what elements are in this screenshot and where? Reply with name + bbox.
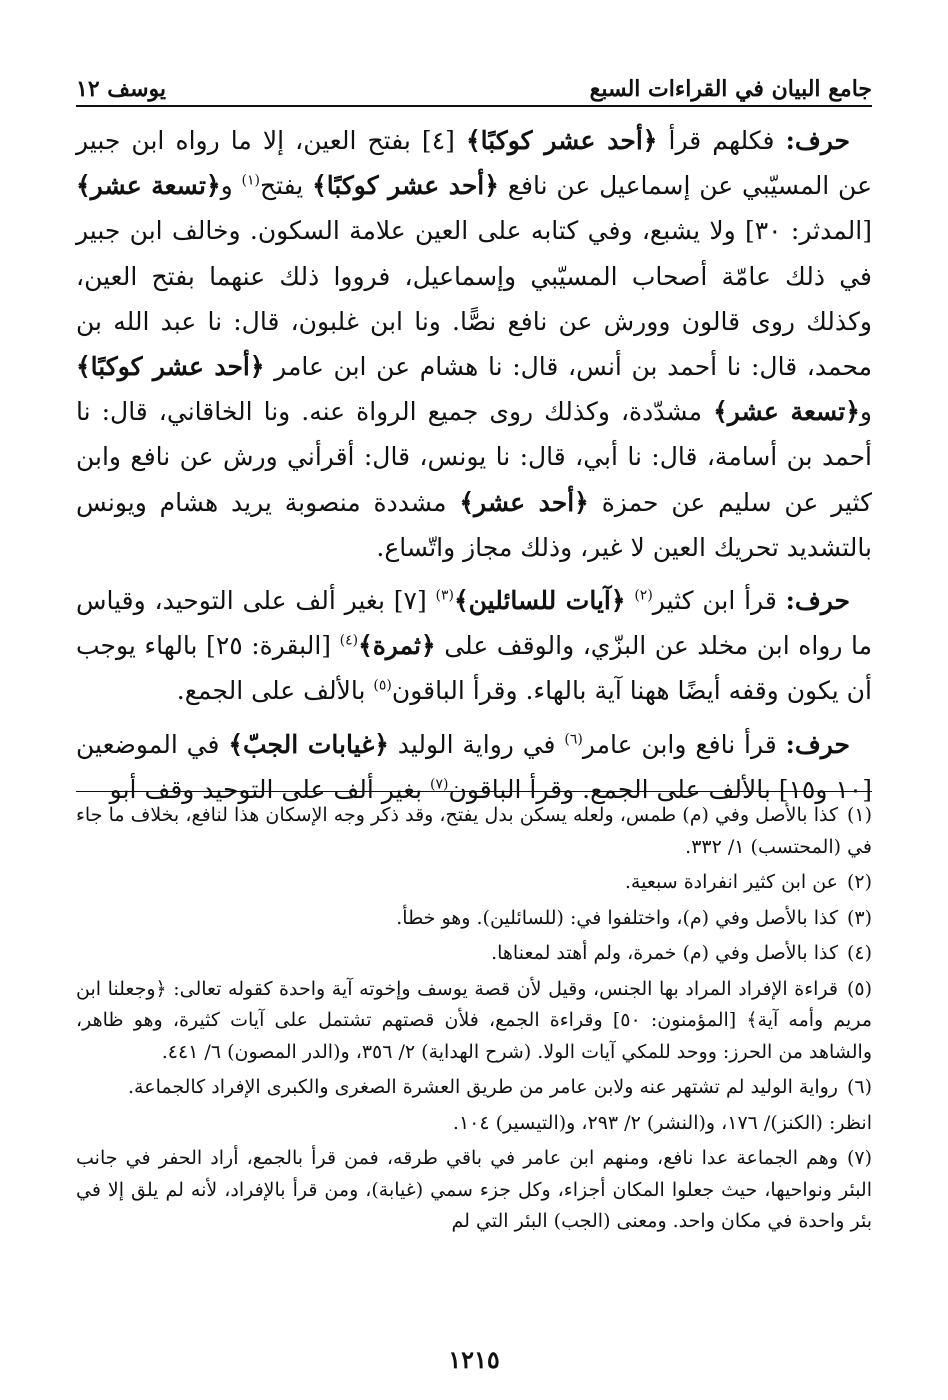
text-run: في رواية الوليد (388, 729, 565, 759)
footnote-text: كذا بالأصل وفي (م) طمس، ولعله يسكن بدل يفتح، وقد ذكر وجه الإسكان هذا لنافع، بخلاف ما جاء في (المحتسب) ١/ ٣٣٢. (76, 804, 872, 858)
text-run: [٧] بغير ألف على التوحيد، وقياس ما رواه ابن مخلد عن البزّي، والوقف على (76, 586, 872, 661)
footnote-ref: (٦) (564, 731, 583, 748)
footnote-ref: (٧) (430, 776, 449, 793)
footnote-number: (٣) (846, 906, 872, 929)
text-run: [المدثر: ٣٠] ولا يشبع، وفي كتابه على العين علامة السكون. وخالف ابن جبير في ذلك عامّة أصحاب المسيّبي وإسماعيل، فرووا ذلك عنهما بفتح العين، وكذلك روى قالون وورش عن نافع نصًّا. ونا ابن غلبون، قال: نا عبد الله بن محمد، قال: نا أحمد بن أنس، قال: نا هشام عن ابن عامر (76, 216, 872, 382)
text-run: قرأ نافع وابن عامر (582, 729, 786, 759)
quran-word: ﴿أحد عشر﴾ (459, 487, 589, 517)
footnote-text: عن ابن كثير انفرادة سبعية. (624, 871, 838, 893)
text-run: بالألف على الجمع. (176, 676, 374, 706)
quran-word: ﴿أحد عشر كوكبًا﴾ (76, 352, 265, 382)
page-number: ١٢١٥ (448, 1345, 500, 1374)
footnote-number: (٢) (846, 871, 872, 893)
footnote-text: كذا بالأصل وفي (م)، واختلفوا في: (للسائلين). وهو خطأ. (396, 906, 838, 929)
footnote (76, 1143, 872, 1238)
quran-word: ﴿آيات للسائلين﴾ (453, 586, 626, 616)
footnote-ref: (١) (241, 172, 260, 189)
footnote (76, 1108, 872, 1140)
paragraph-lead: حرف: (785, 126, 851, 155)
footnote-number: (٤) (846, 942, 872, 964)
footnote (76, 1072, 872, 1104)
text-run: [٤] بفتح العين، إلا ما رواه ابن جبير عن المسيّبي عن إسماعيل عن نافع (76, 126, 873, 201)
running-header (76, 60, 872, 102)
book-title: جامع البيان في القراءات السبع (589, 76, 872, 102)
quran-word: ﴿ثمرة﴾ (358, 631, 436, 661)
footnote-text: انظر: (الكنز)/ ١٧٦، و(النشر) ٢/ ٢٩٣، و(التيسير) ١٠٤. (452, 1111, 872, 1134)
quran-word: ﴿أحد عشر كوكبًا﴾ (465, 126, 658, 155)
footnote-text: وهم الجماعة عدا نافع، ومنهم ابن عامر في باقي طرقه، فمن قرأ بالجمع، أراد الحفر في جانب البئر ونواحيها، حيث جعلوا المكان أجزاء، وكل جزء سمي (غيابة)، ومن قرأ بالإفراد، لأنه لم يلق إلا في بئر واحدة في مكان واحد. ومعنى (الجب) البئر التي لم (76, 1147, 873, 1232)
footnotes (76, 800, 872, 1242)
text-run: قرأ ابن كثير (652, 586, 786, 616)
footnote-ref: (٤) (339, 632, 359, 649)
surah-label: يوسف ١٢ (76, 76, 166, 102)
footnote-number: (٥) (846, 977, 872, 1000)
text-run: مشددة منصوبة يريد هشام ويونس بالتشديد تحريك العين لا غير، وذلك مجاز واتّساع. (76, 487, 872, 562)
footnote-text: رواية الوليد لم تشتهر عنه ولابن عامر من طريق العشرة الصغرى والكبرى الإفراد كالجماعة. (128, 1076, 838, 1098)
paragraph (76, 118, 872, 570)
footnote (76, 974, 872, 1069)
text-run (626, 586, 635, 615)
paragraph-lead: حرف: (785, 586, 851, 616)
main-text (76, 118, 872, 820)
quran-word: ﴿تسعة عشر﴾ (713, 397, 860, 427)
text-run: مشدّدة، وكذلك روى جميع الرواة عنه. ونا الخاقاني، قال: نا أحمد بن أسامة، قال: نا أبي، قال: نا يونس، قال: أقرأني ورش عن نافع وابن كثير عن سليم عن حمزة (76, 397, 872, 517)
footnote (76, 867, 872, 899)
text-run: يفتح (259, 171, 313, 201)
footnote-ref: (٢) (634, 587, 653, 604)
footnote-text: كذا بالأصل وفي (م) خمرة، ولم أهتد لمعناها. (491, 942, 838, 964)
text-run: و (220, 171, 242, 201)
quran-word: ﴿تسعة عشر﴾ (76, 171, 221, 201)
footnote-text: قراءة الإفراد المراد بها الجنس، وقيل لأن قصة يوسف وإخوته آية واحدة كقوله تعالى: ﴿وجعلنا ابن مريم وأمه آية﴾ [المؤمنون: ٥٠] وقراءة الجمع، فلأن قصتهم تشتمل على آيات كثيرة، وهو ظاهر، والشاهد من الحرز: ووحد للمكي آيات الولا. (شرح الهداية) ٢/ ٣٥٦، و(الدر المصون) ٦/ ٤٤١. (76, 977, 872, 1063)
paragraph-lead: حرف: (785, 729, 850, 759)
text-run: بغير ألف على التوحيد وقف أبو (109, 774, 431, 804)
footnote (76, 800, 872, 863)
footnote (76, 938, 872, 970)
footnote-number: (١) (846, 804, 872, 826)
footnote-number: (٦) (846, 1076, 872, 1098)
quran-word: ﴿أحد عشر كوكبًا﴾ (312, 171, 499, 201)
footnote-ref: (٥) (373, 678, 392, 695)
footnote (76, 903, 872, 935)
footnote-number: (٧) (846, 1147, 872, 1169)
text-run: فكلهم قرأ (657, 126, 786, 155)
text-run: [البقرة: ٢٥] بالهاء يوجب أن يكون وقفه أيضًا ههنا آية بالهاء. وقرأ الباقون (76, 631, 872, 706)
paragraph (76, 578, 872, 714)
text-run: و (859, 397, 872, 427)
text-run: في الموضعين [١٠ و١٥] بالألف على الجمع. وقرأ الباقون (76, 729, 872, 804)
header-rule (76, 105, 872, 107)
paragraph (76, 722, 872, 812)
quran-word: ﴿غيابات الجبّ﴾ (228, 729, 389, 759)
footnote-ref: (٣) (435, 587, 454, 604)
footnote-rule (76, 791, 872, 792)
